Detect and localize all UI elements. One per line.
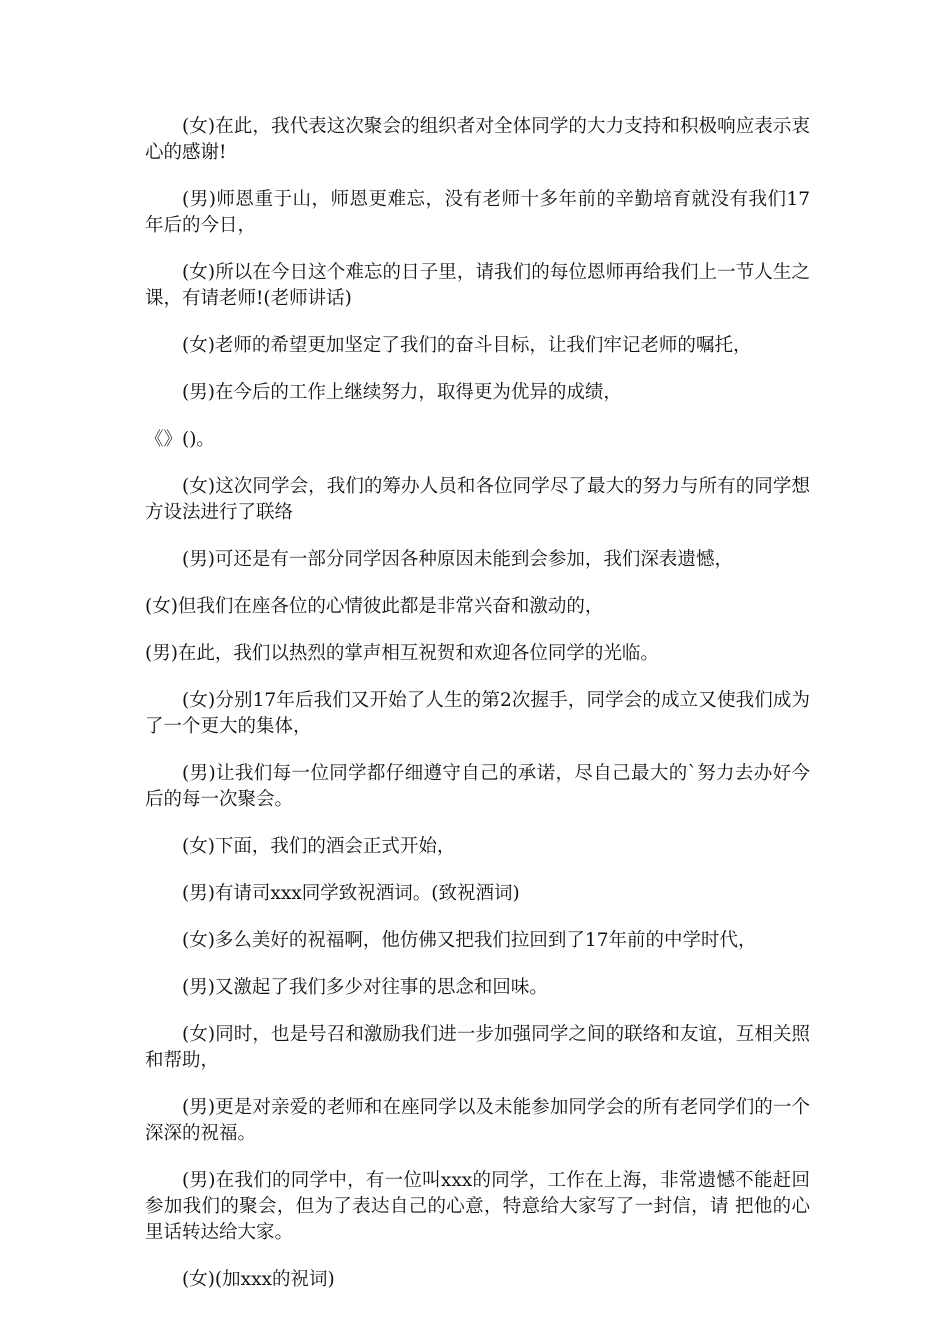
paragraph: (女)多么美好的祝福啊，他仿佛又把我们拉回到了17年前的中学时代， [182, 930, 757, 951]
paragraph: (女)在此，我代表这次聚会的组织者对全体同学的大力支持和积极响应表示衷心的感谢! [145, 116, 810, 163]
paragraph: (女)老师的希望更加坚定了我们的奋斗目标，让我们牢记老师的嘱托， [182, 335, 752, 356]
paragraph: (女)分别17年后我们又开始了人生的第2次握手，同学会的成立又使我们成为了一个更大的集体， [145, 690, 810, 737]
paragraph: (女)所以在今日这个难忘的日子里，请我们的每位恩师再给我们上一节人生之课，有请老师!(老师讲话) [145, 262, 810, 309]
paragraph: (女)同时，也是号召和激励我们进一步加强同学之间的联络和友谊，互相关照和帮助， [145, 1024, 810, 1071]
paragraph: (男)让我们每一位同学都仔细遵守自己的承诺，尽自己最大的`努力去办好今后的每一次聚会。 [145, 763, 810, 810]
paragraph: (男)在此，我们以热烈的掌声相互祝贺和欢迎各位同学的光临。 [145, 643, 659, 664]
paragraph: (女)但我们在座各位的心情彼此都是非常兴奋和激动的， [145, 596, 604, 617]
document-page [145, 114, 810, 1314]
paragraph: (男)在今后的工作上继续努力，取得更为优异的成绩， [182, 382, 622, 403]
paragraph: (男)在我们的同学中，有一位叫xxx的同学，工作在上海，非常遗憾不能赶回参加我们的聚会，但为了表达自己的心意，特意给大家写了一封信，请 把他的心里话转达给大家。 [145, 1170, 810, 1243]
paragraph: (男)又激起了我们多少对往事的思念和回味。 [182, 977, 548, 998]
paragraph: (男)可还是有一部分同学因各种原因未能到会参加，我们深表遗憾， [182, 549, 733, 570]
paragraph: 《》()。 [145, 429, 215, 450]
paragraph: (女)(加xxx的祝词) [182, 1269, 335, 1290]
paragraph: (男)更是对亲爱的老师和在座同学以及未能参加同学会的所有老同学们的一个深深的祝福。 [145, 1097, 810, 1144]
paragraph: (女)下面，我们的酒会正式开始， [182, 836, 456, 857]
paragraph: (女)这次同学会，我们的筹办人员和各位同学尽了最大的努力与所有的同学想方设法进行了联络 [145, 476, 810, 523]
paragraph: (男)有请司xxx同学致祝酒词。(致祝酒词) [182, 883, 520, 904]
paragraph: (男)师恩重于山，师恩更难忘，没有老师十多年前的辛勤培育就没有我们17年后的今日， [145, 189, 810, 236]
